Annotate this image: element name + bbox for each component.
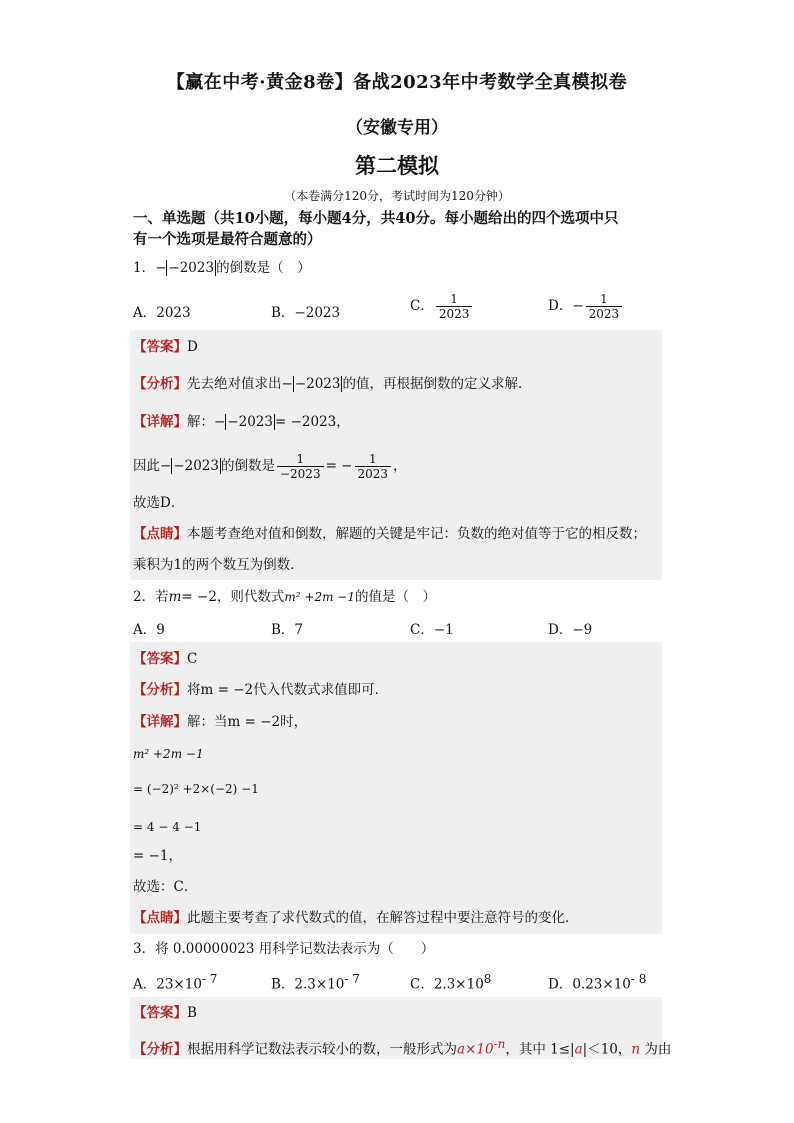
answer-tag: 【答案】 [133,651,187,667]
q2-stem-end: 的值是（ ） [355,589,436,605]
q1-option-d-label: D．− [548,298,584,314]
q2-step-2: = (−2)² +2×(−2) −1 [133,782,259,796]
exam-section-title: 第二模拟 [355,153,439,178]
q1-stem-text: 的倒数是（ ） [216,260,311,276]
q1-conclusion-end: ， [393,458,407,474]
exam-title: 【赢在中考·黄金8卷】备战2023年中考数学全真模拟卷 [166,72,628,93]
fraction [436,292,473,321]
exponent: - 7 [344,972,360,986]
variable-a: a [574,1041,583,1058]
comment-tag: 【点睛】 [133,910,187,926]
q2-step-3: = 4 − 4 −1 [133,820,202,834]
q1-detail-text: 解：− [187,414,226,430]
question-number: 1． [133,260,156,276]
question-number: 3． [133,941,156,957]
variable-m: m [168,589,182,605]
exam-note: （本卷满分120分，考试时间为120分钟） [284,189,510,203]
section-heading [133,208,673,250]
answer-value: B [187,1005,197,1021]
q3-analysis-text-3: |＜10， [582,1041,632,1058]
q1-stem-minus: − [155,260,167,276]
q2-answer [133,649,663,669]
q1-comment-text: 本题考查绝对值和倒数，解题的关键是牢记：负数的绝对值等于它的相反数； [187,526,646,542]
fraction [277,452,324,481]
comment-tag: 【点睛】 [133,526,187,542]
q3-analysis-text: 根据用科学记数法表示较小的数，一般形式为 [187,1041,457,1058]
q3-option-c [410,972,491,993]
q1-option-c-label: C． [410,298,434,314]
q3-analysis-text-end: 为由 [640,1041,672,1058]
question-1-stem [133,258,663,278]
q2-option-c: C．−1 [410,622,454,638]
q2-option-d: D．−9 [548,622,593,638]
q3-option-b [271,972,360,993]
q1-conclusion [133,448,663,484]
q1-conclusion-text: 因此− [133,458,172,474]
exponent: -n [493,1037,506,1051]
q2-step-1: m² +2m −1 [133,747,204,761]
section-heading-line1: 一、单选题（共10小题，每小题4分，共40分。每小题给出的四个选项中只 [133,210,619,227]
q2-analysis-text: 将m = −2代入代数式求值即可． [187,682,389,698]
fraction-numerator: 1 [586,292,623,307]
analysis-tag: 【分析】 [133,376,187,392]
q3-answer [133,1003,663,1023]
abs-value: −2023 [173,458,219,474]
q1-option-c [410,292,474,321]
q1-detail [133,412,663,432]
q3-option-b-text: B．2.3×10 [271,976,345,993]
detail-tag: 【详解】 [133,414,187,430]
q1-conclusion-mid: 的倒数是 [220,458,275,474]
q3-analysis-text-2: ，其中 1≤| [505,1041,575,1058]
q1-analysis-text-end: 的值，再根据倒数的定义求解． [342,376,532,392]
fraction-denominator: −2023 [279,467,321,481]
q2-detail-text: 解：当m = −2时， [187,714,308,730]
q3-option-d [548,972,646,993]
q3-option-c-text: C．2.3×10 [410,976,484,993]
q1-choose: 故选D． [133,495,185,511]
section-heading-line2: 有一个选项是最符合题意的） [133,231,322,248]
abs-value: −2023 [294,376,341,392]
q2-option-b: B．7 [271,622,304,638]
q1-comment-line2: 乘积为1的两个数互为倒数． [133,557,304,573]
question-2-stem [133,587,663,607]
q2-option-a: A．9 [133,622,165,638]
q1-detail-text-end: = −2023， [274,414,350,430]
q1-comment-line1 [133,524,663,544]
fraction-numerator: 1 [277,452,324,467]
exponent: - 7 [201,972,218,986]
fraction [355,452,392,481]
q2-analysis [133,680,663,700]
q3-option-d-text: D．0.23×10 [548,976,631,993]
fraction-numerator: 1 [355,452,392,467]
q3-analysis [133,1034,672,1060]
exponent: - 8 [630,972,647,986]
abs-value: −2023 [227,414,273,430]
q2-detail [133,712,663,732]
q3-option-a-text: A．23×10 [133,976,202,993]
q2-choose: 故选：C． [133,879,198,895]
exam-subtitle: （安徽专用） [346,118,448,138]
q2-comment [133,908,663,928]
q2-expression: m² +2m −1 [284,590,355,604]
q1-analysis [133,374,663,394]
q1-option-a: A．2023 [133,305,191,321]
equals-sign: = − [325,458,353,474]
q2-comment-text: 此题主要考查了求代数式的值，在解答过程中要注意符号的变化． [187,910,579,926]
q3-stem-text: 将 0.00000023 用科学记数法表示为（ ） [155,941,435,957]
q3-analysis-form: a×10 [457,1041,494,1058]
fraction [586,292,623,321]
fraction-denominator: 2023 [357,467,389,481]
variable-n: n [631,1041,641,1058]
analysis-tag: 【分析】 [133,1041,187,1058]
answer-tag: 【答案】 [133,1005,187,1021]
q1-answer [133,337,663,357]
q2-step-4: = −1， [133,848,183,864]
fraction-denominator: 2023 [438,307,470,321]
abs-value: −2023 [168,260,215,276]
answer-value: C [187,651,198,667]
question-number: 2． [133,589,156,605]
detail-tag: 【详解】 [133,714,187,730]
q2-stem-text: 若 [155,589,169,605]
answer-value: D [187,339,198,355]
answer-tag: 【答案】 [133,339,187,355]
exponent: 8 [483,972,492,986]
q1-analysis-text: 先去绝对值求出− [187,376,293,392]
question-3-stem [133,939,663,959]
analysis-tag: 【分析】 [133,682,187,698]
q1-option-d [548,292,624,321]
q2-stem-mid: = −2，则代数式 [181,589,285,605]
q3-option-a [133,972,217,993]
fraction-denominator: 2023 [588,307,620,321]
fraction-numerator: 1 [436,292,473,307]
q1-option-b: B．−2023 [271,305,341,321]
